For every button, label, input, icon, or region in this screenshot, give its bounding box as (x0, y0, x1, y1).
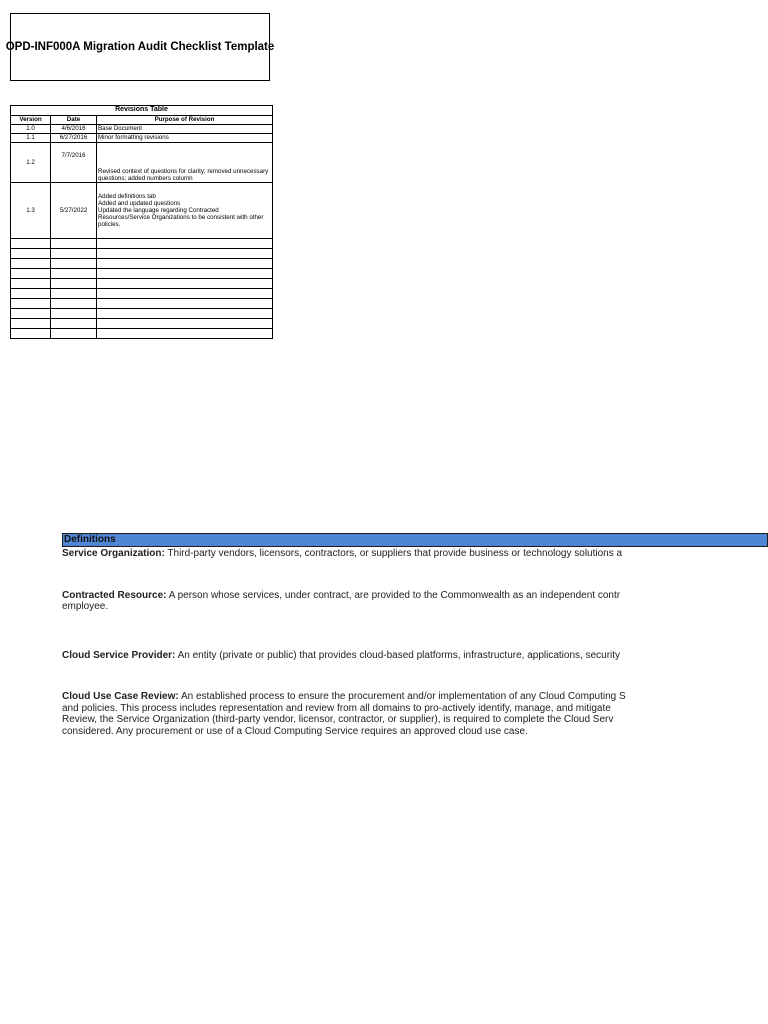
definition-term: Contracted Resource: (62, 589, 167, 601)
definition-term: Cloud Use Case Review: (62, 691, 179, 702)
definition-text: Review, the Service Organization (third-party vendor, licensor, contractor, or supplier), is required to complete the Cloud Serv (62, 714, 614, 725)
definition-text: A person whose services, under contract, are provided to the Commonwealth as an independent contr (166, 589, 621, 601)
table-row (11, 183, 273, 239)
purpose-cell: Revised context of questions for clarity; removed unnecessary questions; added numbers column (97, 143, 273, 183)
date-cell: 5/27/2022 (51, 183, 97, 239)
version-header: Version (11, 116, 51, 125)
document-title: OPD-INF000A Migration Audit Checklist Template (10, 13, 270, 81)
definition-cloud-service-provider (62, 650, 768, 662)
date-header: Date (51, 116, 97, 125)
definition-term: Cloud Service Provider: (62, 649, 176, 661)
empty-row (11, 319, 273, 329)
revisions-caption: Revisions Table (11, 106, 273, 116)
empty-row (11, 279, 273, 289)
version-cell: 1.3 (11, 183, 51, 239)
definitions-header: Definitions (62, 533, 768, 547)
purpose-cell: Base Document (97, 125, 273, 134)
date-cell: 4/6/2016 (51, 125, 97, 134)
empty-row (11, 329, 273, 339)
empty-row (11, 259, 273, 269)
definition-text: An established process to ensure the procurement and/or implementation of any Cloud Computing S (178, 691, 626, 702)
empty-row (11, 249, 273, 259)
definition-text: Third-party vendors, licensors, contractors, or suppliers that provide business or technology solutions a (164, 548, 623, 559)
purpose-cell: Minor formatting revisions (97, 134, 273, 143)
empty-row (11, 289, 273, 299)
table-row (11, 143, 273, 183)
definition-contracted-resource (62, 590, 768, 613)
table-row (11, 125, 273, 134)
empty-row (11, 269, 273, 279)
revisions-table (10, 105, 273, 339)
version-cell: 1.2 (11, 143, 51, 183)
definitions-section (62, 533, 768, 737)
definition-text: considered. Any procurement or use of a Cloud Computing Service requires an approved cloud use case. (62, 725, 528, 737)
empty-row (11, 309, 273, 319)
definition-text: An entity (private or public) that provides cloud-based platforms, infrastructure, applications, security (175, 649, 621, 661)
definition-term: Service Organization: (62, 548, 165, 559)
definition-text: employee. (62, 601, 109, 612)
definition-cloud-use-case-review (62, 691, 768, 737)
empty-row (11, 299, 273, 309)
date-cell: 6/27/2016 (51, 134, 97, 143)
table-row (11, 134, 273, 143)
date-cell: 7/7/2016 (51, 143, 97, 183)
empty-row (11, 239, 273, 249)
version-cell: 1.0 (11, 125, 51, 134)
definition-service-organization (62, 548, 768, 560)
purpose-cell: Added definitions tab Added and updated questions Updated the language regarding Contracted Resources/Service Organizations to be consistent with other policies. (97, 183, 273, 239)
version-cell: 1.1 (11, 134, 51, 143)
purpose-header: Purpose of Revision (97, 116, 273, 125)
definition-text: and policies. This process includes representation and review from all domains to pro-actively identify, manage, and mitigate (62, 702, 611, 714)
